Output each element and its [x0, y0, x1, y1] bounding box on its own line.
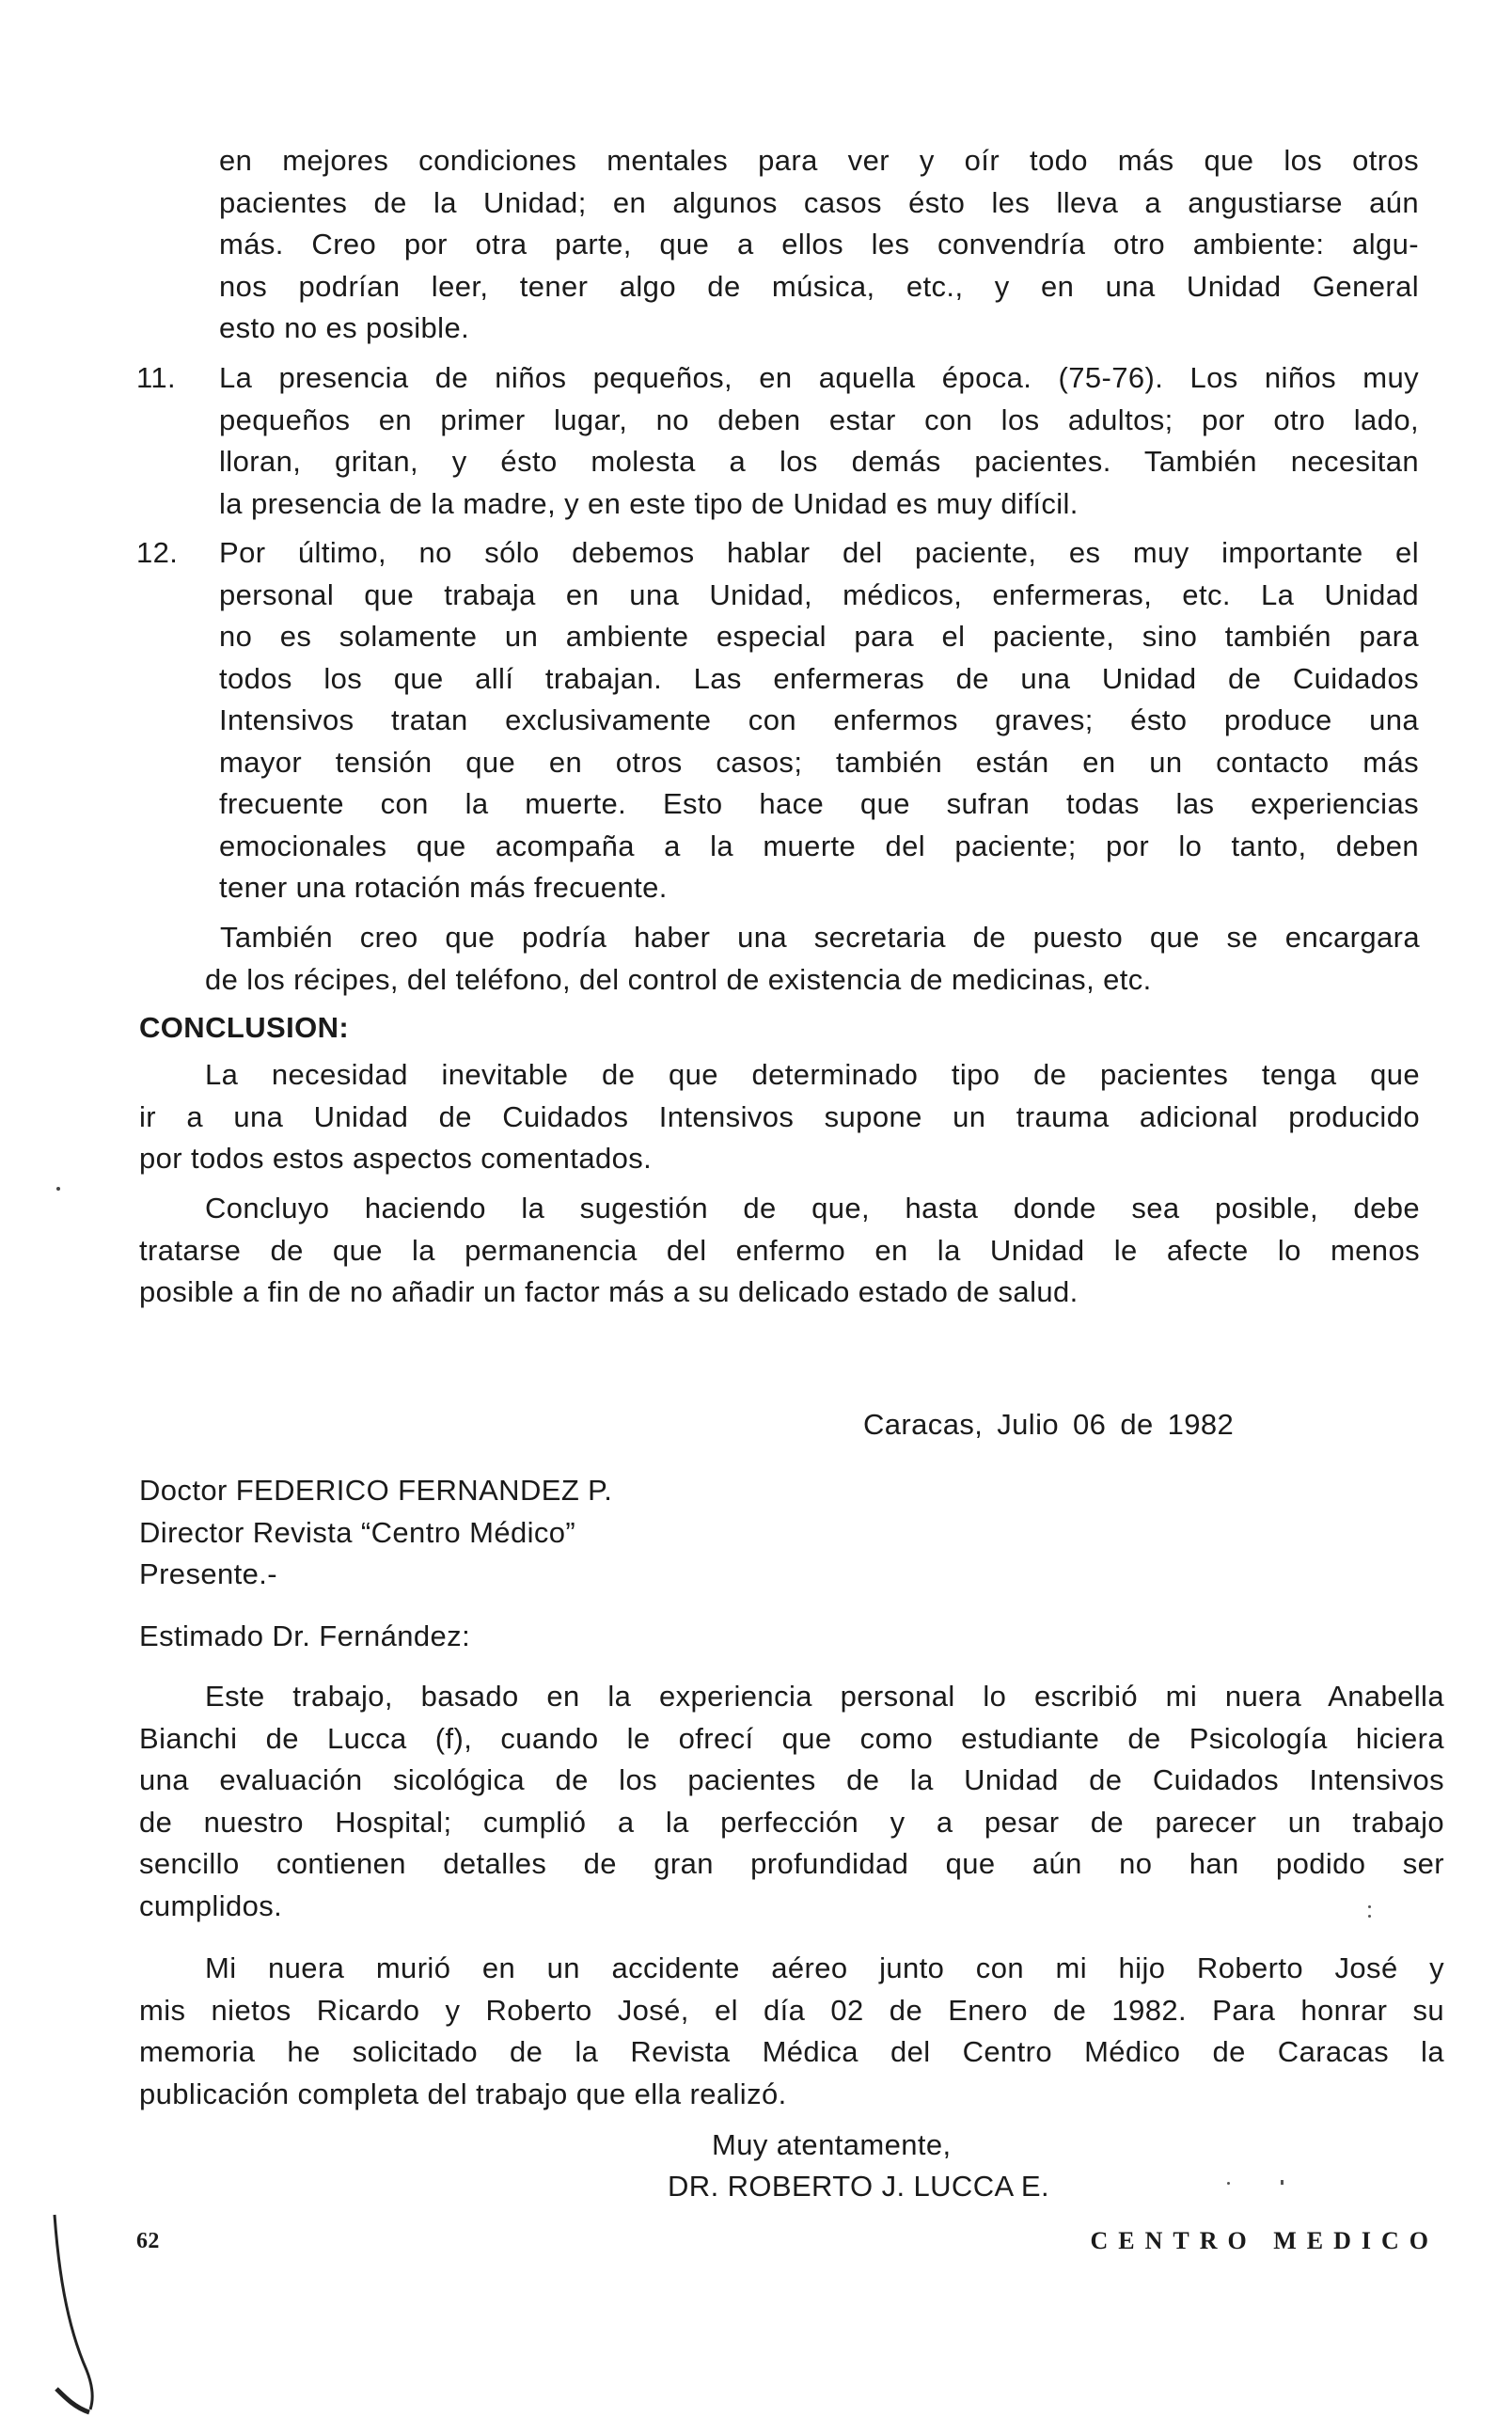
text-line: más. Creo por otra parte, que a ellos les convendría otro ambiente: algu-: [219, 228, 1419, 261]
text-line: También creo que podría haber una secretaria de puesto que se encargara: [220, 921, 1420, 954]
text-line: Concluyo haciendo la sugestión de que, hasta donde sea posible, debe: [205, 1192, 1420, 1224]
letter-addressee: [139, 1470, 985, 1596]
conclusion-paragraph-1: [139, 1054, 1420, 1180]
list-item-12: [219, 532, 1419, 909]
text-line: en mejores condiciones mentales para ver y oír todo más que los otros: [219, 144, 1419, 177]
journal-name: CENTRO MEDICO: [1090, 2227, 1439, 2254]
addressee-line: Doctor FEDERICO FERNANDEZ P.: [139, 1474, 613, 1507]
letter-paragraph-1: [139, 1676, 1444, 1927]
text-line: posible a fin de no añadir un factor más a su delicado estado de salud.: [139, 1275, 1079, 1308]
text-line: no es solamente un ambiente especial para el paciente, sino también para: [219, 620, 1419, 653]
item-number: 11.: [136, 361, 176, 394]
item-number: 12.: [136, 536, 179, 569]
stray-pen-mark: [38, 2210, 113, 2417]
stray-dot: [1368, 1915, 1371, 1918]
conclusion-paragraph-2: [139, 1188, 1420, 1314]
text-line: Mi nuera murió en un accidente aéreo junto con mi hijo Roberto José y: [205, 1951, 1444, 1984]
text-line: La presencia de niños pequeños, en aquella época. (75-76). Los niños muy: [219, 361, 1419, 394]
text-line: todos los que allí trabajan. Las enfermeras de una Unidad de Cuidados: [219, 661, 1419, 695]
text-line: una evaluación sicológica de los pacientes de la Unidad de Cuidados Intensivos: [139, 1763, 1444, 1796]
text-line: frecuente con la muerte. Esto hace que sufran todas las experiencias: [219, 787, 1419, 820]
conclusion-heading: CONCLUSION:: [139, 1011, 350, 1044]
text-line: pequeños en primer lugar, no deben estar con los adultos; por otro lado,: [219, 403, 1419, 436]
text-line: emocionales que acompaña a la muerte del paciente; por lo tanto, deben: [219, 829, 1419, 862]
stray-dot: [56, 1187, 60, 1191]
letter-signature: DR. ROBERTO J. LUCCA E.: [668, 2170, 1049, 2203]
addressee-line: Director Revista “Centro Médico”: [139, 1515, 576, 1549]
text-line: por todos estos aspectos comentados.: [139, 1142, 653, 1175]
letter-closing: Muy atentamente,: [712, 2128, 952, 2161]
text-line: personal que trabaja en una Unidad, médicos, enfermeras, etc. La Unidad: [219, 577, 1419, 611]
text-line: mis nietos Ricardo y Roberto José, el día 02 de Enero de 1982. Para honrar su: [139, 1993, 1444, 2027]
text-line: la presencia de la madre, y en este tipo de Unidad es muy difícil.: [219, 486, 1079, 520]
secretaria-paragraph: [205, 917, 1420, 1001]
text-line: esto no es posible.: [219, 311, 470, 344]
continuation-paragraph: [219, 140, 1419, 350]
text-line: pacientes de la Unidad; en algunos casos ésto les lleva a angustiarse aún: [219, 185, 1419, 219]
text-line: mayor tensión que en otros casos; también están en un contacto más: [219, 745, 1419, 779]
text-line: La necesidad inevitable de que determinado tipo de pacientes tenga que: [205, 1058, 1420, 1091]
page-number: 62: [136, 2229, 160, 2253]
list-item-11: [219, 357, 1419, 525]
letter-salutation: Estimado Dr. Fernández:: [139, 1619, 471, 1652]
text-line: cumplidos.: [139, 1888, 283, 1922]
stray-dot: [1227, 2182, 1230, 2185]
text-line: Bianchi de Lucca (f), cuando le ofrecí que como estudiante de Psicología hiciera: [139, 1721, 1444, 1755]
text-line: lloran, gritan, y ésto molesta a los demás pacientes. También necesitan: [219, 445, 1419, 478]
text-line: nos podrían leer, tener algo de música, etc., y en una Unidad General: [219, 269, 1419, 303]
stray-dot: [1281, 2180, 1284, 2185]
text-line: ir a una Unidad de Cuidados Intensivos supone un trauma adicional producido: [139, 1099, 1420, 1133]
text-line: Intensivos tratan exclusivamente con enfermos graves; ésto produce una: [219, 703, 1419, 736]
letter-paragraph-2: [139, 1948, 1444, 2115]
text-line: sencillo contienen detalles de gran profundidad que aún no han podido ser: [139, 1847, 1444, 1880]
text-line: memoria he solicitado de la Revista Médica del Centro Médico de Caracas la: [139, 2035, 1444, 2068]
text-line: publicación completa del trabajo que ella realizó.: [139, 2077, 787, 2110]
text-line: tratarse de que la permanencia del enfermo en la Unidad le afecte lo menos: [139, 1233, 1420, 1267]
text-line: de los récipes, del teléfono, del control de existencia de medicinas, etc.: [205, 962, 1152, 996]
text-line: tener una rotación más frecuente.: [219, 871, 668, 904]
text-line: Por último, no sólo debemos hablar del paciente, es muy importante el: [219, 536, 1419, 569]
addressee-line: Presente.-: [139, 1557, 278, 1590]
letter-date: Caracas, Julio 06 de 1982: [863, 1408, 1235, 1441]
text-line: de nuestro Hospital; cumplió a la perfección y a pesar de parecer un trabajo: [139, 1805, 1444, 1839]
text-line: Este trabajo, basado en la experiencia personal lo escribió mi nuera Anabella: [205, 1680, 1444, 1713]
stray-dot: [1368, 1905, 1371, 1908]
